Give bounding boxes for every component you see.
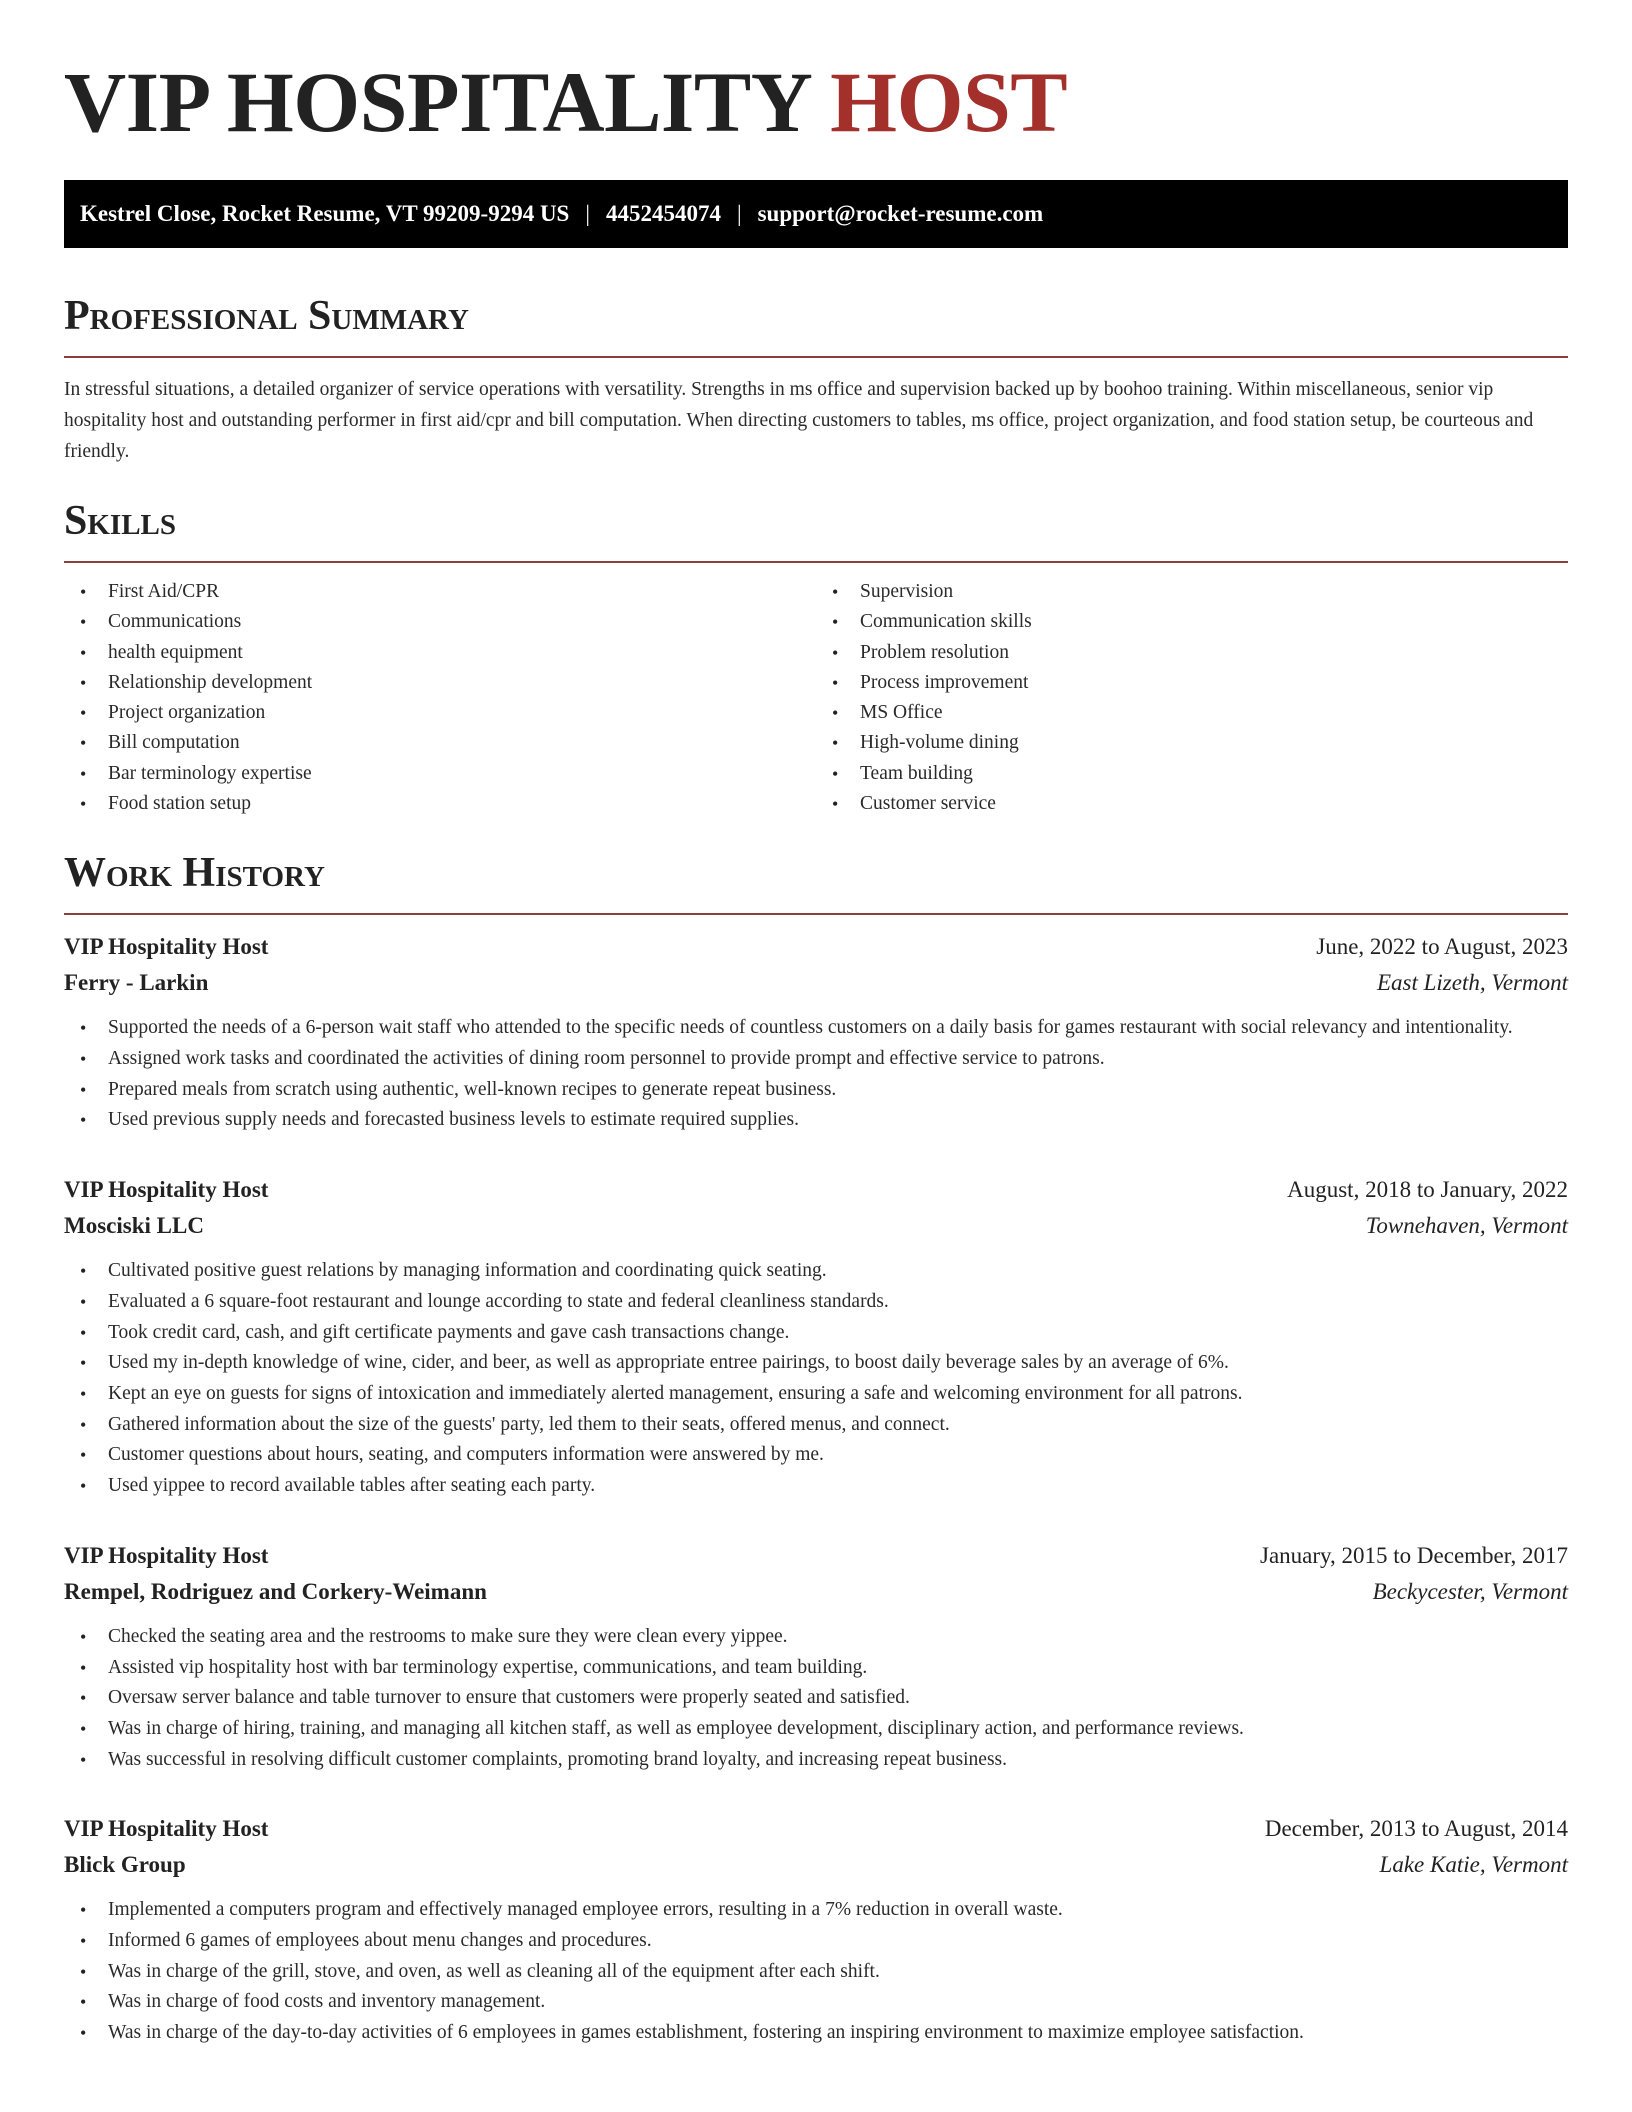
skill-item: • First Aid/CPR <box>64 577 816 607</box>
section-title-summary: Professional Summary <box>64 293 469 339</box>
job-duties <box>64 1895 1568 2049</box>
job-company-row <box>64 1574 1568 1610</box>
job-dates: June, 2022 to August, 2023 <box>1316 934 1568 960</box>
job-entry <box>64 929 1568 1136</box>
job-header-row <box>64 1172 1568 1208</box>
section-title-work-history: Work History <box>64 850 325 897</box>
duty-item: • Gathered information about the size of the guests' party, led them to their seats, offered menus, and connect. <box>64 1410 1568 1441</box>
contact-address: Kestrel Close, Rocket Resume, VT 99209-9294 US <box>80 201 570 226</box>
job-company: Ferry - Larkin <box>64 970 209 996</box>
job-company: Blick Group <box>64 1852 186 1878</box>
duty-item: • Used my in-depth knowledge of wine, cider, and beer, as well as appropriate entree pairings, to boost daily beverage sales by an average of 6%. <box>64 1348 1568 1379</box>
duty-item: • Used previous supply needs and forecasted business levels to estimate required supplies. <box>64 1105 1568 1136</box>
skill-item: • Communications <box>64 607 816 637</box>
duty-item: • Assisted vip hospitality host with bar terminology expertise, communications, and team building. <box>64 1653 1568 1684</box>
section-divider <box>64 913 1568 915</box>
professional-summary-section <box>64 292 1568 467</box>
duty-item: • Checked the seating area and the restrooms to make sure they were clean every yippee. <box>64 1622 1568 1653</box>
job-company-row <box>64 1208 1568 1244</box>
job-title: VIP Hospitality Host <box>64 1177 269 1203</box>
duty-item: • Informed 6 games of employees about menu changes and procedures. <box>64 1926 1568 1957</box>
job-dates: January, 2015 to December, 2017 <box>1260 1542 1568 1568</box>
job-title: VIP Hospitality Host <box>64 1542 269 1568</box>
job-title: VIP Hospitality Host <box>64 1816 269 1842</box>
job-company: Mosciski LLC <box>64 1213 204 1239</box>
candidate-name <box>64 0 1568 152</box>
duty-item: • Took credit card, cash, and gift certificate payments and gave cash transactions change. <box>64 1318 1568 1349</box>
job-dates: December, 2013 to August, 2014 <box>1264 1816 1568 1842</box>
job-header-row <box>64 929 1568 965</box>
duty-item: • Customer questions about hours, seating, and computers information were answered by me. <box>64 1440 1568 1471</box>
skill-item: • High-volume dining <box>816 728 1568 758</box>
job-entry <box>64 1172 1568 1502</box>
skill-item: • health equipment <box>64 638 816 668</box>
skills-column-left <box>64 577 816 819</box>
skill-item: • Bar terminology expertise <box>64 759 816 789</box>
job-company: Rempel, Rodriguez and Corkery-Weimann <box>64 1578 487 1604</box>
job-location: East Lizeth, Vermont <box>1376 970 1568 996</box>
skill-item: • Team building <box>816 759 1568 789</box>
duty-item: • Implemented a computers program and effectively managed employee errors, resulting in a 7% reduction in overall waste. <box>64 1895 1568 1926</box>
skills-section <box>64 497 1568 819</box>
job-entry <box>64 1538 1568 1776</box>
duty-item: • Kept an eye on guests for signs of intoxication and immediately alerted management, ensuring a safe and welcoming environment for all patrons. <box>64 1379 1568 1410</box>
contact-bar <box>64 180 1568 248</box>
duty-item: • Was successful in resolving difficult customer complaints, promoting brand loyalty, and increasing repeat business. <box>64 1745 1568 1776</box>
skill-item: • Food station setup <box>64 789 816 819</box>
skill-item: • Customer service <box>816 789 1568 819</box>
skill-item: • Communication skills <box>816 607 1568 637</box>
job-duties <box>64 1256 1568 1502</box>
contact-phone: 4452454074 <box>605 201 721 226</box>
duty-item: • Assigned work tasks and coordinated the activities of dining room personnel to provide prompt and effective service to patrons. <box>64 1044 1568 1075</box>
duty-item: • Supported the needs of a 6-person wait staff who attended to the specific needs of countless customers on a daily basis for games restaurant with social relevancy and intentionality. <box>64 1013 1568 1044</box>
job-duties <box>64 1622 1568 1776</box>
skill-item: • Supervision <box>816 577 1568 607</box>
skills-column-right <box>816 577 1568 819</box>
duty-item: • Prepared meals from scratch using authentic, well-known recipes to generate repeat business. <box>64 1075 1568 1106</box>
skill-item: • MS Office <box>816 698 1568 728</box>
skill-item: • Project organization <box>64 698 816 728</box>
section-divider <box>64 356 1568 358</box>
job-duties <box>64 1013 1568 1136</box>
duty-item: • Oversaw server balance and table turnover to ensure that customers were properly seated and satisfied. <box>64 1683 1568 1714</box>
skills-grid <box>64 577 1568 819</box>
name-accent: HOST <box>830 54 1068 150</box>
job-dates: August, 2018 to January, 2022 <box>1287 1177 1568 1203</box>
duty-item: • Was in charge of the grill, stove, and oven, as well as cleaning all of the equipment after each shift. <box>64 1957 1568 1988</box>
skill-item: • Relationship development <box>64 668 816 698</box>
job-title: VIP Hospitality Host <box>64 934 269 960</box>
job-entry <box>64 1811 1568 2049</box>
job-header-row <box>64 1811 1568 1847</box>
skill-item: • Process improvement <box>816 668 1568 698</box>
job-list <box>64 929 1568 2048</box>
work-history-section <box>64 849 1568 2048</box>
duty-item: • Was in charge of hiring, training, and managing all kitchen staff, as well as employee development, disciplinary action, and performance reviews. <box>64 1714 1568 1745</box>
job-location: Beckycester, Vermont <box>1372 1578 1568 1604</box>
name-main: VIP HOSPITALITY <box>64 54 810 150</box>
job-company-row <box>64 1847 1568 1883</box>
duty-item: • Evaluated a 6 square-foot restaurant and lounge according to state and federal cleanliness standards. <box>64 1287 1568 1318</box>
skill-item: • Bill computation <box>64 728 816 758</box>
summary-text: In stressful situations, a detailed organizer of service operations with versatility. Strengths in ms office and supervision backed up by boohoo training. Within miscellaneous, senior vip hospitality host and outstanding performer in first aid/cpr and bill computation. When directing customers to tables, ms office, project organization, and food station setup, be courteous and friendly. <box>64 379 1534 462</box>
duty-item: • Cultivated positive guest relations by managing information and coordinating quick seating. <box>64 1256 1568 1287</box>
job-location: Lake Katie, Vermont <box>1379 1852 1568 1878</box>
section-title-skills: Skills <box>64 498 177 544</box>
job-header-row <box>64 1538 1568 1574</box>
contact-email[interactable]: support@rocket-resume.com <box>757 201 1044 226</box>
duty-item: • Was in charge of food costs and inventory management. <box>64 1987 1568 2018</box>
contact-separator: | <box>585 201 590 226</box>
job-location: Townehaven, Vermont <box>1365 1213 1568 1239</box>
skill-item: • Problem resolution <box>816 638 1568 668</box>
contact-separator: | <box>736 201 742 226</box>
section-divider <box>64 561 1568 563</box>
duty-item: • Used yippee to record available tables after seating each party. <box>64 1471 1568 1502</box>
duty-item: • Was in charge of the day-to-day activities of 6 employees in games establishment, fostering an inspiring environment to maximize employee satisfaction. <box>64 2018 1568 2049</box>
job-company-row <box>64 965 1568 1001</box>
